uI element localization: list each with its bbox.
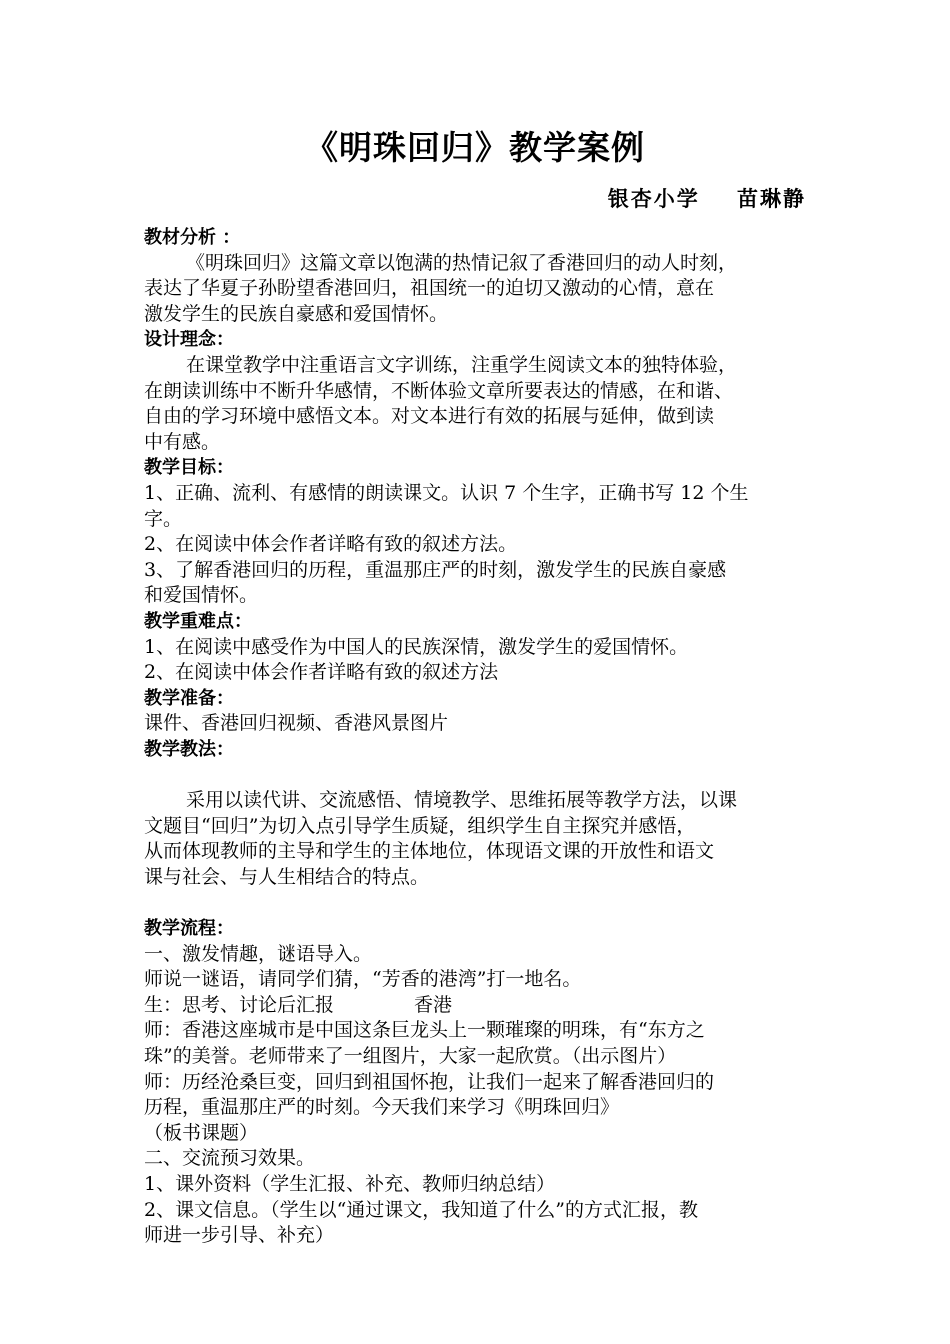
paragraph-line: 从而体现教师的主导和学生的主体地位，体现语文课的开放性和语文: [144, 840, 715, 863]
blank-line: [144, 762, 810, 788]
document-title: 《明珠回归》教学案例: [305, 128, 645, 167]
section-heading-analysis: 教材分析 ：: [144, 227, 241, 248]
list-item: 1、正确、流利、有感情的朗读课文。认识 7 个生字，正确书写 12 个生: [144, 481, 749, 504]
paragraph-line: 课与社会、与人生相结合的特点。: [144, 865, 430, 888]
paragraph-line: 中有感。: [144, 430, 221, 453]
list-item: 2、在阅读中体会作者详略有致的叙述方法。: [144, 533, 518, 556]
paragraph-line: 师：香港这座城市是中国这条巨龙头上一颗璀璨的明珠，有“东方之: [144, 1019, 705, 1042]
paragraph-line: 文题目“回归”为切入点引导学生质疑，组织学生自主探究并感悟，: [144, 814, 696, 837]
list-item: 字。: [144, 507, 183, 530]
author-line: 银杏小学 苗琳静: [607, 186, 806, 211]
list-item: 1、在阅读中感受作为中国人的民族深情，激发学生的爱国情怀。: [144, 635, 689, 658]
paragraph-line: （板书课题）: [144, 1121, 259, 1144]
paragraph-line: 师说一谜语，请同学们猜，“芳香的港湾”打一地名。: [144, 968, 582, 991]
document-body: [144, 225, 810, 1249]
section-heading-concept: 设计理念：: [144, 329, 234, 351]
paragraph-line: 在课堂教学中注重语言文字训练，注重学生阅读文本的独特体验，: [186, 353, 738, 376]
paragraph-line: 《明珠回归》这篇文章以饱满的热情记叙了香港回归的动人时刻，: [186, 251, 738, 274]
paragraph-line: 珠”的美誉。老师带来了一组图片，大家一起欣赏。（出示图片）: [144, 1045, 677, 1067]
section-heading-preparation: 教学准备：: [144, 687, 234, 709]
list-item: 和爱国情怀。: [144, 584, 259, 607]
student-answer-value: 香港: [414, 993, 453, 1016]
student-answer-label: 生：思考、讨论后汇报: [144, 993, 335, 1016]
list-item: 1、课外资料（学生汇报、补充、教师归纳总结）: [144, 1172, 556, 1195]
paragraph-line: 采用以读代讲、交流感悟、情境教学、思维拓展等教学方法，以课: [186, 789, 738, 812]
list-item: 3、了解香港回归的历程，重温那庄严的时刻，激发学生的民族自豪感: [144, 558, 727, 581]
section-heading-methods: 教学教法：: [144, 738, 234, 760]
paragraph-line: 自由的学习环境中感悟文本。对文本进行有效的拓展与延伸，做到读: [144, 405, 715, 428]
process-step: 一、激发情趣，谜语导入。: [144, 942, 373, 965]
paragraph-line: 课件、香港回归视频、香港风景图片: [144, 712, 449, 735]
paragraph-line: 师：历经沧桑巨变，回归到祖国怀抱，让我们一起来了解香港回归的: [144, 1070, 715, 1093]
list-item: 2、在阅读中体会作者详略有致的叙述方法: [144, 661, 499, 684]
process-step: 二、交流预习效果。: [144, 1147, 316, 1170]
paragraph-line: 在朗读训练中不断升华感情，不断体验文章所要表达的情感，在和谐、: [144, 379, 734, 402]
list-item: 师进一步引导、补充）: [144, 1224, 335, 1247]
paragraph-line: 历程，重温那庄严的时刻。今天我们来学习《明珠回归》: [144, 1096, 620, 1119]
section-heading-process: 教学流程：: [144, 918, 234, 940]
paragraph-line: 表达了华夏子孙盼望香港回归，祖国统一的迫切又激动的心情，意在: [144, 277, 715, 300]
paragraph-line: 激发学生的民族自豪感和爱国情怀。: [144, 302, 449, 325]
list-item: 2、课文信息。（学生以“通过课文，我知道了什么”的方式汇报，教: [144, 1198, 699, 1221]
section-heading-goals: 教学目标：: [144, 457, 234, 479]
student-answer-line: [144, 993, 810, 1019]
section-heading-keypoints: 教学重难点：: [144, 610, 252, 632]
blank-line: [144, 890, 810, 916]
